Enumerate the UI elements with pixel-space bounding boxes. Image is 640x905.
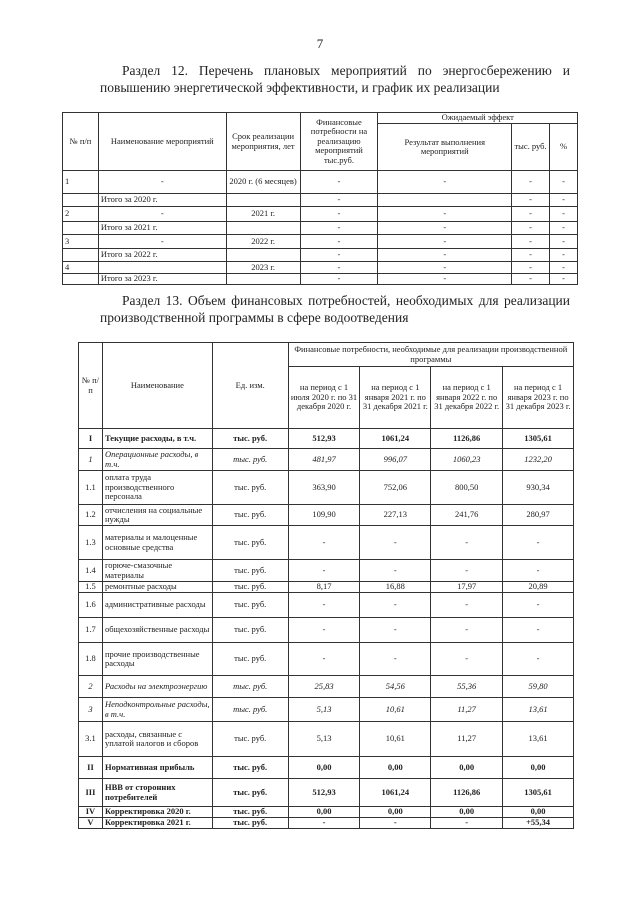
row-value-4: - xyxy=(503,560,574,582)
row-term: 2022 г. xyxy=(226,235,300,249)
row-name: Текущие расходы, в т.ч. xyxy=(102,429,212,449)
row-name: отчисления на социальные нужды xyxy=(102,505,212,526)
table-row xyxy=(63,274,578,285)
row-value-1: 0,00 xyxy=(288,807,360,818)
row-number xyxy=(63,274,99,285)
row-value-3: - xyxy=(431,593,503,618)
row-pct: - xyxy=(550,171,578,194)
row-unit: тыс. руб. xyxy=(212,643,288,676)
header-pct: % xyxy=(550,124,578,171)
row-value-2: 10,61 xyxy=(360,722,431,757)
row-value-4: +55,34 xyxy=(503,818,574,829)
table-row xyxy=(63,235,578,249)
row-value-2: 752,06 xyxy=(360,471,431,505)
row-value-4: - xyxy=(503,526,574,560)
row-value-4: 280,97 xyxy=(503,505,574,526)
row-number: 1 xyxy=(79,449,103,471)
row-value-3: 55,36 xyxy=(431,676,503,698)
row-unit: тыс. руб. xyxy=(212,449,288,471)
row-term xyxy=(226,274,300,285)
row-pct: - xyxy=(550,194,578,207)
table-row xyxy=(79,505,574,526)
row-value-2: 1061,24 xyxy=(360,779,431,807)
row-fin: - xyxy=(300,207,378,222)
row-value-1: - xyxy=(288,593,360,618)
header-unit: Ед. изм. xyxy=(212,343,288,429)
row-result: - xyxy=(378,274,512,285)
row-number: V xyxy=(79,818,103,829)
row-value-3: 0,00 xyxy=(431,757,503,779)
table-row xyxy=(79,429,574,449)
row-name: прочие производственные расходы xyxy=(102,643,212,676)
row-number: 3 xyxy=(63,235,99,249)
row-value-4: 0,00 xyxy=(503,807,574,818)
row-unit: тыс. руб. xyxy=(212,471,288,505)
table-row xyxy=(79,676,574,698)
row-value-2: 227,13 xyxy=(360,505,431,526)
page-number: 7 xyxy=(316,36,324,51)
row-value-2: - xyxy=(360,818,431,829)
row-number: IV xyxy=(79,807,103,818)
row-term xyxy=(226,249,300,262)
row-number: 1.1 xyxy=(79,471,103,505)
row-value-4: 20,89 xyxy=(503,582,574,593)
table-row xyxy=(79,757,574,779)
row-value-2: 0,00 xyxy=(360,757,431,779)
row-number: 3 xyxy=(79,698,103,722)
row-name: Итого за 2023 г. xyxy=(98,274,226,285)
row-rub: - xyxy=(512,222,550,235)
row-name: оплата труда производственного персонала xyxy=(102,471,212,505)
row-number: 1.3 xyxy=(79,526,103,560)
row-unit: тыс. руб. xyxy=(212,676,288,698)
row-unit: тыс. руб. xyxy=(212,593,288,618)
row-value-1: 25,83 xyxy=(288,676,360,698)
header-period-4: на период с 1 января 2023 г. по 31 декабря 2023 г. xyxy=(503,367,574,429)
row-rub: - xyxy=(512,194,550,207)
row-rub: - xyxy=(512,262,550,274)
row-unit: тыс. руб. xyxy=(212,807,288,818)
row-value-4: 1305,61 xyxy=(503,429,574,449)
row-number: 2 xyxy=(63,207,99,222)
table-row xyxy=(79,722,574,757)
row-rub: - xyxy=(512,274,550,285)
row-value-1: 8,17 xyxy=(288,582,360,593)
header-rub: тыс. руб. xyxy=(512,124,550,171)
table-row xyxy=(79,698,574,722)
row-term xyxy=(226,222,300,235)
row-unit: тыс. руб. xyxy=(212,618,288,643)
row-value-3: - xyxy=(431,643,503,676)
row-unit: тыс. руб. xyxy=(212,757,288,779)
row-value-3: - xyxy=(431,618,503,643)
row-name: - xyxy=(98,235,226,249)
row-fin: - xyxy=(300,222,378,235)
row-term: 2023 г. xyxy=(226,262,300,274)
row-name: административные расходы xyxy=(102,593,212,618)
row-name: Нормативная прибыль xyxy=(102,757,212,779)
row-value-4: 0,00 xyxy=(503,757,574,779)
table-row xyxy=(79,471,574,505)
row-name: расходы, связанные с уплатой налогов и сборов xyxy=(102,722,212,757)
row-value-2: 54,56 xyxy=(360,676,431,698)
row-term xyxy=(226,194,300,207)
row-value-1: 363,90 xyxy=(288,471,360,505)
table-row xyxy=(79,779,574,807)
table-row xyxy=(79,593,574,618)
header-name: Наименование мероприятий xyxy=(98,113,226,171)
row-number: I xyxy=(79,429,103,449)
row-value-2: - xyxy=(360,593,431,618)
row-name: горюче-смазочные материалы xyxy=(102,560,212,582)
row-name xyxy=(98,262,226,274)
row-number: 1.5 xyxy=(79,582,103,593)
row-unit: тыс. руб. xyxy=(212,526,288,560)
row-value-1: - xyxy=(288,560,360,582)
row-value-1: - xyxy=(288,618,360,643)
row-value-2: - xyxy=(360,560,431,582)
row-name: Корректировка 2021 г. xyxy=(102,818,212,829)
table-row xyxy=(63,194,578,207)
row-rub: - xyxy=(512,235,550,249)
table-row xyxy=(79,818,574,829)
row-unit: тыс. руб. xyxy=(212,505,288,526)
row-pct: - xyxy=(550,235,578,249)
row-unit: тыс. руб. xyxy=(212,582,288,593)
row-value-1: 5,13 xyxy=(288,722,360,757)
row-value-1: - xyxy=(288,526,360,560)
row-name: Неподконтрольные расходы, в т.ч. xyxy=(102,698,212,722)
row-value-2: 0,00 xyxy=(360,807,431,818)
row-result: - xyxy=(378,171,512,194)
row-value-4: 13,61 xyxy=(503,722,574,757)
row-value-1: 109,90 xyxy=(288,505,360,526)
row-value-2: - xyxy=(360,618,431,643)
row-pct: - xyxy=(550,207,578,222)
section13-body xyxy=(79,429,574,829)
row-name: Операционные расходы, в т.ч. xyxy=(102,449,212,471)
section13-title: Раздел 13. Объем финансовых потребностей, необходимых для реализации производственной программы в сфере водоотведения xyxy=(100,293,570,325)
row-unit: тыс. руб. xyxy=(212,722,288,757)
row-number: 1 xyxy=(63,171,99,194)
header-result: Результат выполнения мероприятий xyxy=(378,124,512,171)
table-row xyxy=(63,249,578,262)
row-value-3: 0,00 xyxy=(431,807,503,818)
row-unit: тыс. руб. xyxy=(212,429,288,449)
header-period-1: на период с 1 июля 2020 г. по 31 декабря 2020 г. xyxy=(288,367,360,429)
header-effect: Ожидаемый эффект xyxy=(378,113,578,124)
table-row xyxy=(79,449,574,471)
row-number: 1.6 xyxy=(79,593,103,618)
row-value-4: - xyxy=(503,643,574,676)
header-group: Финансовые потребности, необходимые для реализации производственной программы xyxy=(288,343,573,367)
row-name: Итого за 2021 г. xyxy=(98,222,226,235)
row-value-4: 1305,61 xyxy=(503,779,574,807)
row-result: - xyxy=(378,235,512,249)
row-number xyxy=(63,249,99,262)
header-term: Срок реализации мероприятия, лет xyxy=(226,113,300,171)
row-unit: тыс. руб. xyxy=(212,818,288,829)
row-value-3: 17,97 xyxy=(431,582,503,593)
row-value-1: - xyxy=(288,643,360,676)
row-number: 1.2 xyxy=(79,505,103,526)
row-value-3: - xyxy=(431,526,503,560)
row-pct: - xyxy=(550,222,578,235)
row-name: - xyxy=(98,207,226,222)
row-result xyxy=(378,194,512,207)
header-num: № п/п xyxy=(79,343,103,429)
table-row xyxy=(63,262,578,274)
row-fin: - xyxy=(300,249,378,262)
row-number: 1.4 xyxy=(79,560,103,582)
row-name: ремонтные расходы xyxy=(102,582,212,593)
row-number: 2 xyxy=(79,676,103,698)
row-value-3: 241,76 xyxy=(431,505,503,526)
row-fin: - xyxy=(300,262,378,274)
header-period-3: на период с 1 января 2022 г. по 31 декабря 2022 г. xyxy=(431,367,503,429)
row-result: - xyxy=(378,249,512,262)
row-name: Итого за 2020 г. xyxy=(98,194,226,207)
table-row xyxy=(79,582,574,593)
table-row xyxy=(63,171,578,194)
section12-body xyxy=(63,171,578,285)
table-row xyxy=(79,526,574,560)
row-name: материалы и малоценные основные средства xyxy=(102,526,212,560)
row-value-4: 930,34 xyxy=(503,471,574,505)
row-value-4: - xyxy=(503,618,574,643)
header-num: № п/п xyxy=(63,113,99,171)
table-row xyxy=(63,207,578,222)
row-name: - xyxy=(98,171,226,194)
row-name: Корректировка 2020 г. xyxy=(102,807,212,818)
row-number: II xyxy=(79,757,103,779)
header-name: Наименование xyxy=(102,343,212,429)
row-rub: - xyxy=(512,249,550,262)
row-value-3: - xyxy=(431,818,503,829)
row-value-3: 11,27 xyxy=(431,698,503,722)
section12-title: Раздел 12. Перечень плановых мероприятий по энергосбережению и повышению энергетической эффективности, и график их реализации xyxy=(100,63,570,95)
row-value-4: - xyxy=(503,593,574,618)
row-result: - xyxy=(378,207,512,222)
row-value-3: 800,50 xyxy=(431,471,503,505)
row-value-2: - xyxy=(360,526,431,560)
row-unit: тыс. руб. xyxy=(212,560,288,582)
row-unit: тыс. руб. xyxy=(212,698,288,722)
row-value-4: 13,61 xyxy=(503,698,574,722)
row-value-1: 512,93 xyxy=(288,779,360,807)
row-number: III xyxy=(79,779,103,807)
row-fin: - xyxy=(300,274,378,285)
row-number: 1.8 xyxy=(79,643,103,676)
header-fin: Финансовые потребности на реализацию мероприятий тыс.руб. xyxy=(300,113,378,171)
row-rub: - xyxy=(512,207,550,222)
row-value-2: 996,07 xyxy=(360,449,431,471)
row-number: 4 xyxy=(63,262,99,274)
row-name: Итого за 2022 г. xyxy=(98,249,226,262)
row-name: общехозяйственные расходы xyxy=(102,618,212,643)
row-value-2: 10,61 xyxy=(360,698,431,722)
row-pct: - xyxy=(550,274,578,285)
section12-table xyxy=(62,112,578,285)
row-fin: - xyxy=(300,194,378,207)
row-value-4: 59,80 xyxy=(503,676,574,698)
table-row xyxy=(79,560,574,582)
row-result: - xyxy=(378,262,512,274)
row-fin: - xyxy=(300,235,378,249)
row-pct: - xyxy=(550,262,578,274)
row-value-2: - xyxy=(360,643,431,676)
row-value-3: 1060,23 xyxy=(431,449,503,471)
row-name: НВВ от сторонних потребителей xyxy=(102,779,212,807)
row-rub: - xyxy=(512,171,550,194)
table-row xyxy=(79,643,574,676)
row-value-1: 5,13 xyxy=(288,698,360,722)
row-value-2: 16,88 xyxy=(360,582,431,593)
row-value-1: - xyxy=(288,818,360,829)
row-value-3: 1126,86 xyxy=(431,779,503,807)
row-term: 2020 г. (6 месяцев) xyxy=(226,171,300,194)
row-number: 3.1 xyxy=(79,722,103,757)
row-value-3: 1126,86 xyxy=(431,429,503,449)
section13-table xyxy=(78,342,574,829)
row-number: 1.7 xyxy=(79,618,103,643)
row-value-3: 11,27 xyxy=(431,722,503,757)
row-value-3: - xyxy=(431,560,503,582)
table-row xyxy=(79,807,574,818)
row-value-1: 0,00 xyxy=(288,757,360,779)
table-row xyxy=(79,618,574,643)
row-value-4: 1232,20 xyxy=(503,449,574,471)
row-value-1: 481,97 xyxy=(288,449,360,471)
row-name: Расходы на электроэнергию xyxy=(102,676,212,698)
row-value-2: 1061,24 xyxy=(360,429,431,449)
row-pct: - xyxy=(550,249,578,262)
row-fin: - xyxy=(300,171,378,194)
row-term: 2021 г. xyxy=(226,207,300,222)
row-number xyxy=(63,222,99,235)
row-result: - xyxy=(378,222,512,235)
table-row xyxy=(63,222,578,235)
row-value-1: 512,93 xyxy=(288,429,360,449)
header-period-2: на период с 1 января 2021 г. по 31 декабря 2021 г. xyxy=(360,367,431,429)
row-number xyxy=(63,194,99,207)
row-unit: тыс. руб. xyxy=(212,779,288,807)
